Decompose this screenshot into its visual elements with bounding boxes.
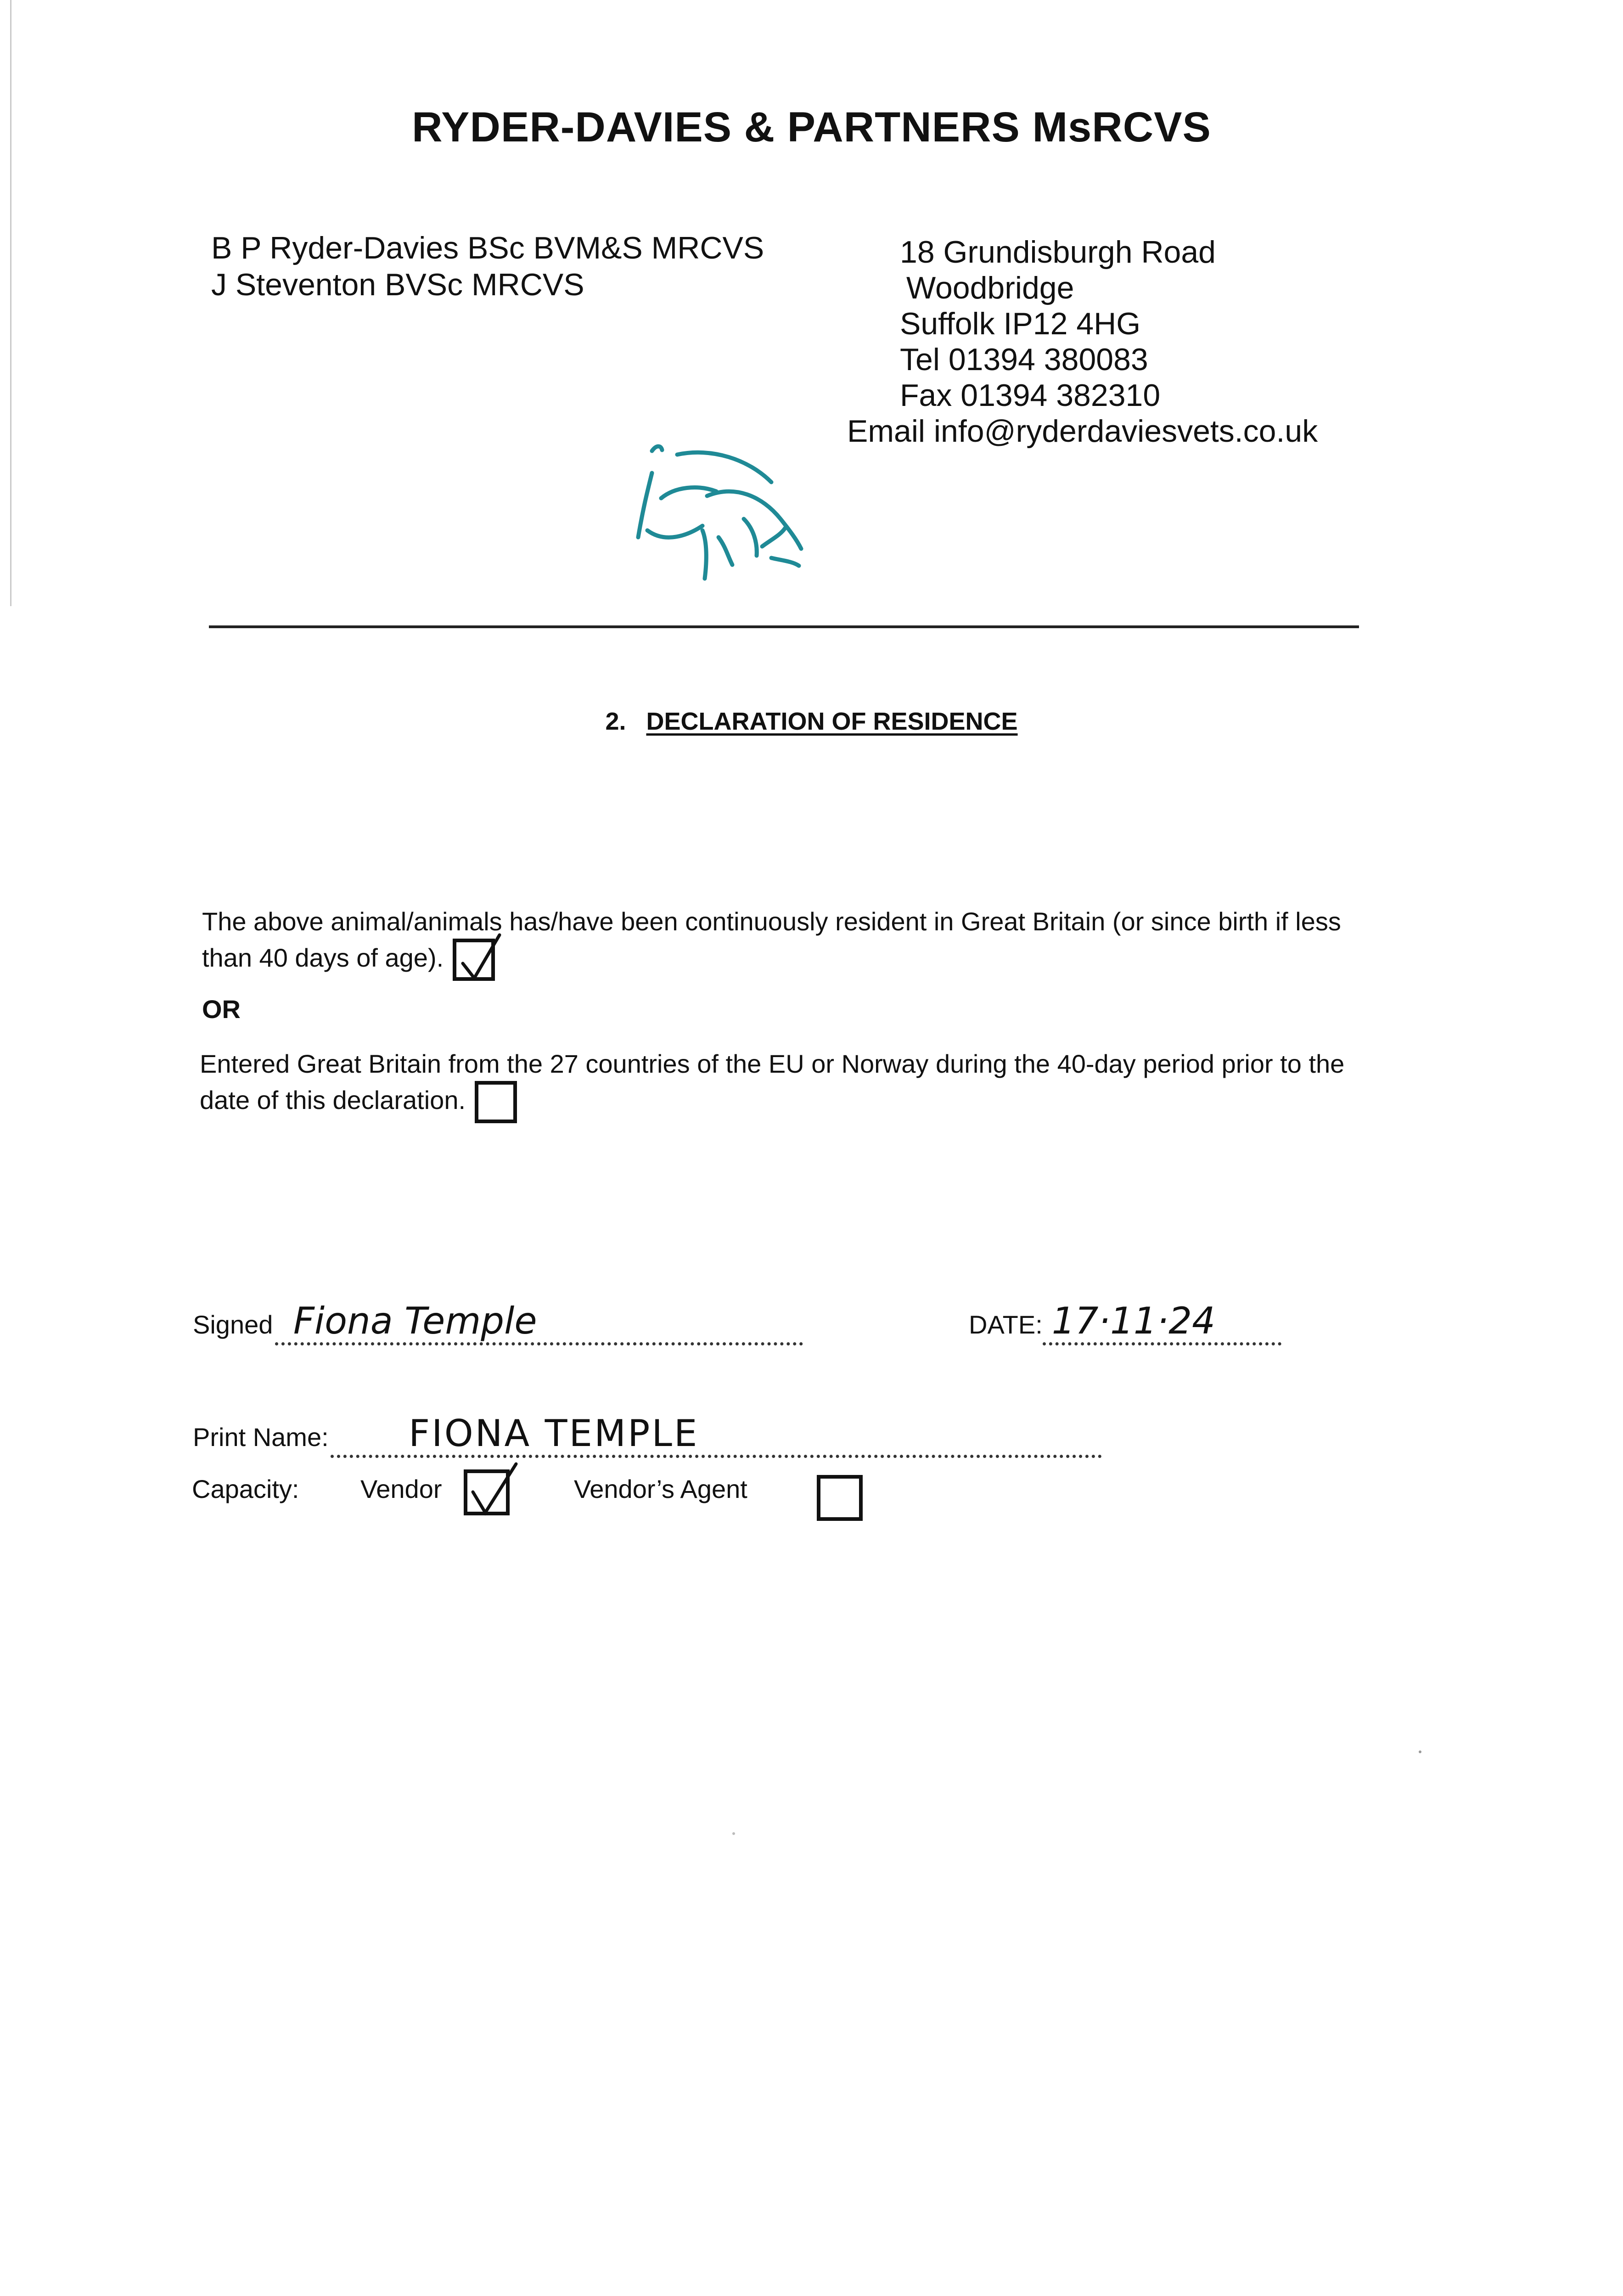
- option1-checkbox[interactable]: [453, 939, 495, 981]
- option-entered-gb: [200, 1047, 1375, 1123]
- vendor-agent-label: Vendor’s Agent: [574, 1474, 747, 1503]
- animal-logo-icon: [634, 441, 826, 597]
- option2-checkbox[interactable]: [475, 1081, 517, 1123]
- print-name-label: Print Name:: [193, 1423, 329, 1452]
- option1-text: The above animal/animals has/have been continuously resident in Great Britain (or since birth if less than 40 days of age).: [202, 907, 1341, 972]
- address-town: Woodbridge: [906, 270, 1074, 305]
- partner-line: B P Ryder-Davies BSc BVM&S MRCVS: [211, 231, 764, 265]
- firm-name: RYDER-DAVIES & PARTNERS MsRCVS: [412, 104, 1211, 151]
- print-name-row: [193, 1412, 1102, 1458]
- scan-edge: [10, 0, 11, 606]
- address-email: Email info@ryderdaviesvets.co.uk: [847, 414, 1318, 449]
- date-label: DATE:: [969, 1310, 1043, 1339]
- date-row: [969, 1300, 1281, 1345]
- header-divider: [209, 625, 1359, 628]
- date-line[interactable]: [1043, 1300, 1281, 1345]
- address-fax: Fax 01394 382310: [900, 378, 1161, 413]
- check-mark-icon: [454, 936, 504, 986]
- vendor-checkbox[interactable]: [464, 1469, 510, 1515]
- address-block: [847, 234, 1318, 449]
- print-name-line[interactable]: [331, 1412, 1102, 1458]
- scan-speck: [732, 1832, 735, 1835]
- capacity-label: Capacity:: [192, 1474, 299, 1503]
- check-mark-icon: [465, 1467, 515, 1517]
- address-tel: Tel 01394 380083: [900, 342, 1148, 377]
- signature-value: Fiona Temple: [293, 1300, 537, 1342]
- vendor-label: Vendor: [360, 1474, 442, 1503]
- partners-list: [211, 230, 764, 303]
- option-continuous-residence: [202, 905, 1377, 981]
- partner-line: J Steventon BVSc MRCVS: [211, 267, 584, 302]
- section-heading: [0, 707, 1623, 736]
- signed-line[interactable]: [275, 1300, 803, 1345]
- print-name-value: FIONA TEMPLE: [409, 1412, 699, 1455]
- signed-row: [193, 1300, 803, 1345]
- address-county: Suffolk IP12 4HG: [900, 306, 1141, 341]
- scan-speck: [1419, 1750, 1421, 1753]
- signed-label: Signed: [193, 1310, 273, 1339]
- section-title: DECLARATION OF RESIDENCE: [646, 708, 1018, 735]
- or-separator: OR: [202, 995, 241, 1024]
- address-street: 18 Grundisburgh Road: [900, 235, 1216, 270]
- vendor-agent-checkbox[interactable]: [817, 1475, 863, 1521]
- section-number: 2.: [605, 708, 626, 735]
- option2-text: Entered Great Britain from the 27 countries of the EU or Norway during the 40-day period prior to the date of this declaration.: [200, 1049, 1345, 1114]
- date-value: 17·11·24: [1051, 1300, 1216, 1342]
